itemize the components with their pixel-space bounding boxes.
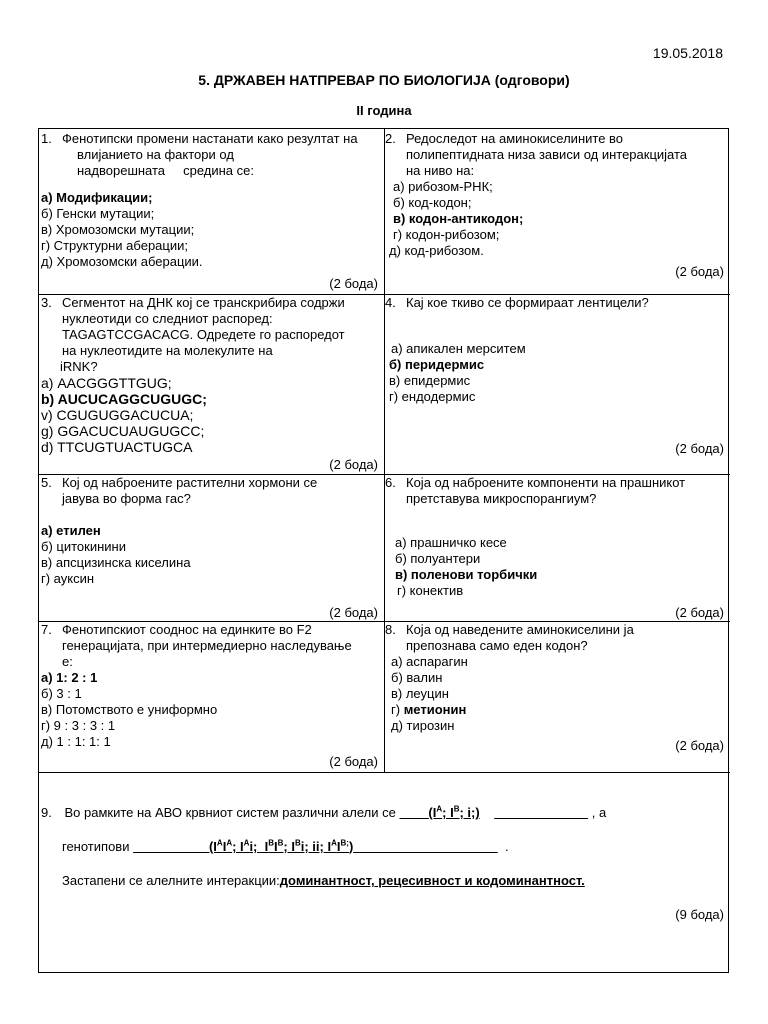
points-label: (2 бода) [329,457,378,472]
option-e: д) 1 : 1: 1: 1 [41,734,111,749]
question-text: Фенотипскиот сооднос на единките во F2 генерацијата, при интермедиерно наследување е: [62,622,352,669]
question-text: Редоследот на аминокиселините во полипептидната низа зависи од интеракцијата на ниво на: [406,131,688,178]
question-text: Кај кое ткиво се формираат лентицели? [406,295,649,310]
question-text: Фенотипски промени настанати како резултат на влијанието на фактори од надворешната средина се: [62,131,358,178]
option-d: г) Структурни аберации; [41,238,188,253]
option-c: в) леуцин [391,686,449,701]
page-subtitle: II година [356,103,412,118]
option-d-correct: г) метионин [391,702,467,717]
options-list [41,670,382,750]
option-a-correct: а) 1: 2 : 1 [41,670,98,685]
answer-genotypes: ($I^AI^A$; $I^Ai$; $I^BI^B$; $I^Bi$; ii; $I^AI^{B;}$) [208,838,354,854]
options-list [41,190,382,270]
points-label: (2 бода) [675,738,724,753]
options-list [385,341,728,405]
option-c: в) Потомството е униформно [41,702,218,717]
question-1 [41,131,382,293]
question-number: 4. [385,295,396,310]
points-label: (2 бода) [329,754,378,769]
question-number: 8. [385,622,396,637]
option-d: г) конектив [397,583,464,598]
question-number: 7. [41,622,52,637]
option-a: а) аспарагин [391,654,468,669]
option-e: d) TTCUGTUACTUGCA [41,439,193,455]
options-list [385,179,728,259]
points-label: (2 бода) [329,605,378,620]
question-text: Кој од наброените растителни хормони се јавува во форма гас? [62,475,318,506]
question-9 [39,773,728,972]
points-label: (9 бода) [675,907,724,922]
points-label: (2 бода) [675,264,724,279]
option-e: д) тирозин [391,718,455,733]
question-5 [41,475,382,621]
option-a-correct: а) Модификации; [41,190,153,205]
points-label: (2 бода) [675,441,724,456]
question-2 [385,131,728,293]
question-9-line-1: 9. Во рамките на АВО крвниот систем различни алели се ($I^A$; $I^B$; i;) , а [41,804,607,820]
option-d: г) ендодермис [389,389,476,404]
option-b: б) полуантери [395,551,481,566]
answer-table [38,128,729,973]
option-b: б) 3 : 1 [41,686,82,701]
question-6 [385,475,728,621]
question-4 [385,295,728,474]
question-3 [41,295,382,474]
points-label: (2 бода) [675,605,724,620]
option-d: г) ауксин [41,571,95,586]
question-number: 6. [385,475,396,490]
question-number: 2. [385,131,396,146]
option-c: v) CGUGUGGACUCUA; [41,407,194,423]
option-b: б) цитокинини [41,539,126,554]
option-d: g) GGACUCUAUGUGCC; [41,423,205,439]
option-c: в) апсцизинска киселина [41,555,191,570]
answer-alleles: ($I^A$; $I^B$; i;) [428,804,480,820]
option-d: г) кодон-рибозом; [393,227,500,242]
options-list [41,375,382,455]
options-list [385,654,728,734]
question-7 [41,622,382,772]
question-8 [385,622,728,772]
option-a: а) рибозом-РНК; [393,179,493,194]
option-b: б) код-кодон; [393,195,472,210]
option-a: а) AACGGGTTGUG; [41,375,172,391]
date: 19.05.2018 [652,45,723,61]
option-b: б) Генски мутации; [41,206,155,221]
question-text: Сегментот на ДНК кој се транскрибира содржи нуклеотиди со следниот распоред: TAGAGTCCGACACG. Одредете го распоредот на нуклеотидите на молекулите на iRNK? [60,295,345,374]
option-d: г) 9 : 3 : 3 : 1 [41,718,116,733]
option-c: в) епидермис [389,373,471,388]
question-9-line-3: Застапени се алелните интеракции:доминантност, рецесивност и кодоминантност. [62,873,585,888]
option-c-correct: в) поленови торбички [395,567,538,582]
answer-interactions: доминантност, рецесивност и кодоминантност. [279,873,585,888]
page-title: 5. ДРЖАВЕН НАТПРЕВАР ПО БИОЛОГИЈА (одговори) [198,72,570,88]
option-c-correct: в) кодон-антикодон; [393,211,524,226]
option-a: а) апикален мерситем [391,341,526,356]
options-list [41,523,382,587]
option-b-correct: б) перидермис [389,357,485,372]
option-a: а) прашничко кесе [395,535,507,550]
points-label: (2 бода) [329,276,378,291]
option-b: б) валин [391,670,443,685]
option-e: д) Хромозомски аберации. [41,254,203,269]
option-a-correct: а) етилен [41,523,101,538]
option-b-correct: b) AUCUCAGGCUGUGC; [41,391,207,407]
question-9-line-2: генотипови ($I^AI^A$; $I^Ai$; $I^BI^B$; $I^Bi$; ii; $I^AI^{B;}$) . [62,838,509,854]
options-list [385,535,728,599]
question-text: Која од наведените аминокиселини ја препознава само еден кодон? [406,622,634,653]
question-number: 1. [41,131,52,146]
question-text: Која од наброените компоненти на прашникот претставува микроспорангиум? [406,475,686,506]
option-e: д) код-рибозом. [389,243,484,258]
question-number: 3. [41,295,52,310]
option-c: в) Хромозомски мутации; [41,222,195,237]
question-number: 5. [41,475,52,490]
question-number: 9. [41,805,52,820]
